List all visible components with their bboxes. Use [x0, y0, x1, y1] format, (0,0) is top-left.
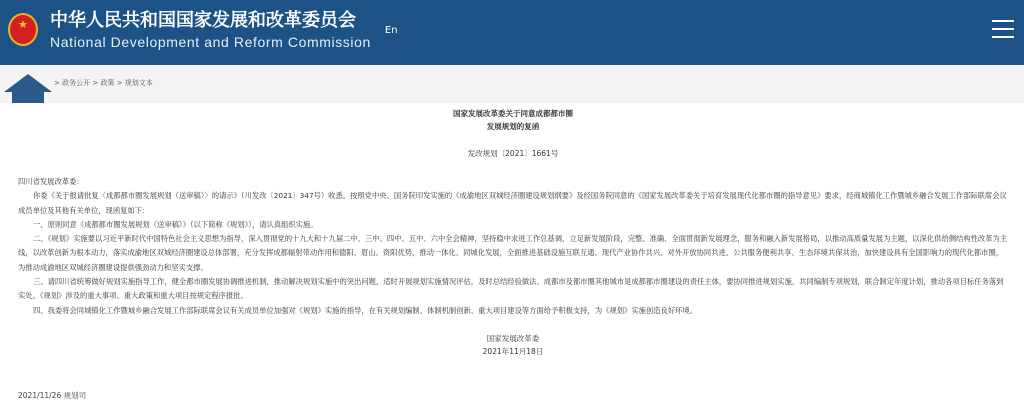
breadcrumb-item[interactable]: 规划文本: [124, 79, 153, 87]
breadcrumb-separator: >: [92, 79, 99, 87]
salutation: 四川省发展改革委：: [18, 177, 84, 186]
breadcrumb-separator: >: [116, 79, 123, 87]
signature: 国家发展改革委: [486, 333, 540, 343]
paragraph: 四、我委将会同城镇化工作暨城乡融合发展工作部际联席会议有关成员单位加强对《规划》实施的指导，在有关规划编制、体制机制创新、重大项目建设等方面给予积极支持，为《规划》实施创造良好环境。: [33, 305, 698, 315]
sign-date: 2021年11月18日: [482, 346, 544, 356]
brand: [50, 9, 398, 51]
breadcrumb: [54, 78, 153, 88]
paragraph: 三、请四川省统筹做好规划实施指导工作，健全都市圈发展协调推进机制，推动解决规划实施中的突出问题，适时开展规划实施情况评估，及时总结经验做法。成都市及都市圈其他城市是成都都市圈建设的责任主体，要协同推进规划实施，共同编制专项规划，联合制定年度计划，推动各项目标任务落到实处。《规划》涉及的重大事项、重大政策和重大项目按规定程序报批。: [18, 277, 1004, 301]
document-body: [18, 175, 1008, 318]
document-number: 发改规划〔2021〕1661号: [467, 149, 559, 158]
site-title-en[interactable]: National Development and Reform Commission: [50, 34, 371, 50]
breadcrumb-separator: >: [54, 79, 60, 87]
site-title-cn[interactable]: 中华人民共和国国家发展和改革委员会: [50, 10, 356, 31]
breadcrumb-bar: [0, 65, 1024, 103]
publish-info: 2021/11/26 规划司: [18, 390, 87, 400]
paragraph: 你委《关于报请批复〈成都都市圈发展规划（送审稿）〉的请示》（川发改〔2021〕347号）收悉。按照党中央、国务院印发实施的《成渝地区双城经济圈建设规划纲要》及经国务院同意的《国家发展改革委关于培育发展现代化都市圈的指导意见》要求，经商城镇化工作暨城乡融合发展工作部际联席会议成员单位及其他有关单位，现函复如下：: [18, 191, 1007, 215]
document-title-line2: 发展规划的复函: [486, 122, 540, 131]
document-title-line1: 国家发展改革委关于同意成都都市圈: [453, 109, 573, 118]
paragraph: 二、《规划》实施要以习近平新时代中国特色社会主义思想为指导，深入贯彻党的十九大和十九届二中、三中、四中、五中、六中全会精神，坚持稳中求进工作总基调，立足新发展阶段，完整、准确、全面贯彻新发展理念，服务和融入新发展格局，以推动高质量发展为主题，以深化供给侧结构性改革为主线，以改革创新为根本动力，落实成渝地区双城经济圈建设总体部署，充分发挥成都辐射带动作用和德阳、眉山、资阳优势，推动一体化、同城化发展，全面推进基础设施互联互通、现代产业协作共兴、对外开放协同共进、公共服务便利共享、生态环境共保共治，加快建设具有全国影响力的现代化都市圈，为推动成渝地区双城经济圈建设提供强劲动力和坚实支撑。: [18, 234, 1008, 272]
paragraph: 一、原则同意《成都都市圈发展规划（送审稿）》（以下简称《规划》），请认真组织实施。: [33, 219, 318, 229]
hamburger-icon[interactable]: [992, 20, 1014, 40]
document-content: [0, 103, 1024, 407]
site-header: [0, 0, 1024, 65]
home-icon[interactable]: [4, 74, 52, 92]
national-emblem-icon: [8, 13, 38, 46]
language-switch-en[interactable]: En: [384, 24, 398, 36]
breadcrumb-item[interactable]: 政务公开: [62, 79, 91, 87]
home-icon-base[interactable]: [12, 92, 44, 103]
site-titles: [50, 9, 371, 51]
breadcrumb-item[interactable]: 政策: [100, 79, 115, 87]
